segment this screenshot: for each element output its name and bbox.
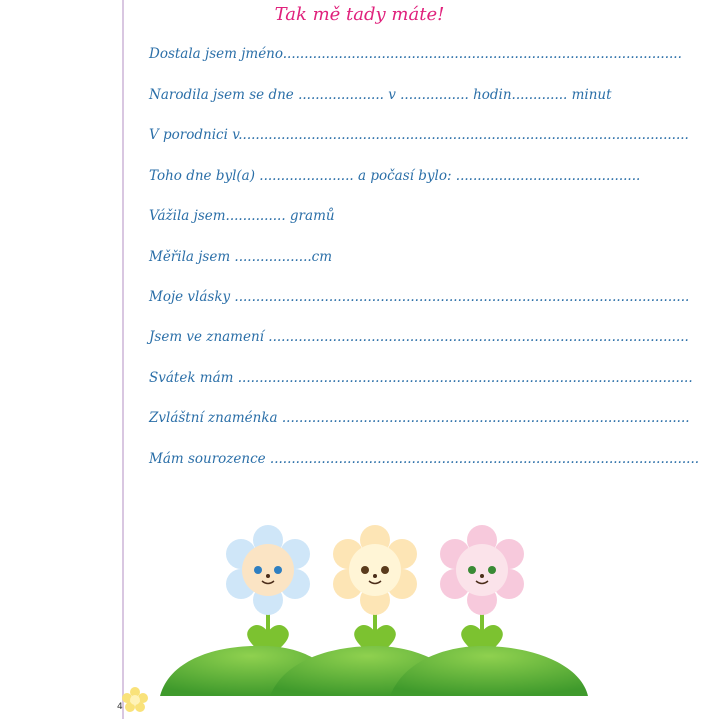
birth-date-field: Narodila jsem se dne .................... v ................ hodin............. minut	[149, 87, 612, 103]
height-field: Měřila jsem ..................cm	[149, 249, 333, 265]
page-edge-line	[122, 0, 124, 719]
pink-flower-icon	[440, 525, 524, 615]
birthmarks-field: Zvláštní znaménka ...............................................................................................	[149, 410, 690, 426]
small-flower-icon	[121, 686, 149, 714]
weight-field: Vážila jsem.............. gramů	[149, 208, 335, 224]
zodiac-field: Jsem ve znamení ..................................................................................................	[149, 329, 689, 345]
maternity-field: V porodnici v.........................................................................................................	[149, 127, 689, 143]
blue-flower-icon	[226, 525, 310, 615]
hair-field: Moje vlásky ..........................................................................................................	[149, 289, 690, 305]
page-number: 4	[117, 702, 123, 712]
siblings-field: Mám sourozence ....................................................................................................	[149, 451, 700, 467]
name-day-field: Svátek mám ..........................................................................................................	[149, 370, 693, 386]
flowers-illustration	[160, 518, 590, 698]
weather-field: Toho dne byl(a) ...................... a počasí bylo: ...........................................	[149, 168, 641, 184]
page-title: Tak mě tady máte!	[274, 4, 445, 25]
name-field: Dostala jsem jméno.............................................................................................	[149, 46, 682, 62]
yellow-flower-icon	[333, 525, 417, 615]
